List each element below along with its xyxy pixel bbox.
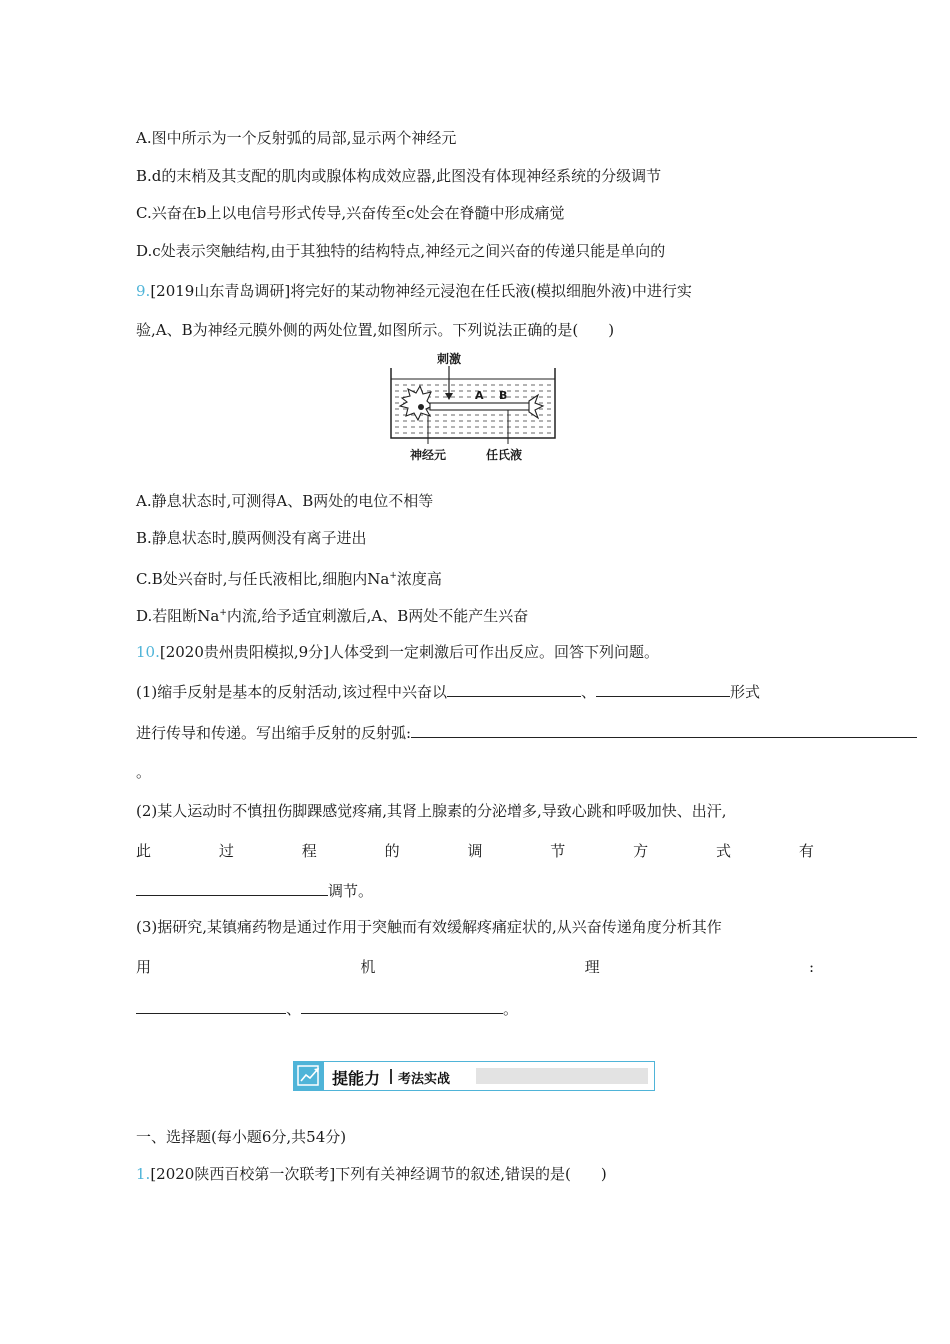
q9-figure <box>386 346 566 466</box>
q1-number: 1. <box>136 1165 151 1183</box>
banner-title: 提能力 <box>332 1069 381 1088</box>
q8-option-c: C.兴奋在b上以电信号形式传导,兴奋传至c处会在脊髓中形成痛觉 <box>136 204 565 222</box>
answer-blank[interactable] <box>411 721 917 738</box>
q10-part2-line3: 调节。 <box>136 879 373 901</box>
answer-blank[interactable] <box>301 997 503 1014</box>
answer-blank[interactable] <box>596 680 730 697</box>
banner-divider <box>390 1069 392 1084</box>
banner-bar <box>476 1068 648 1084</box>
q1-stem: 1.[2020陕西百校第一次联考]下列有关神经调节的叙述,错误的是( ) <box>136 1165 607 1183</box>
q9-option-a: A.静息状态时,可测得A、B两处的电位不相等 <box>136 492 434 510</box>
q10-part1-line1: (1)缩手反射是基本的反射活动,该过程中兴奋以 、 形式 <box>136 680 760 702</box>
answer-blank[interactable] <box>447 680 581 697</box>
q10-part3-line3: 、 。 <box>136 997 518 1019</box>
q10-number: 10. <box>136 643 160 661</box>
q10-part2-spread-line: 此 过 程 的 调 节 方 式 有 <box>136 842 814 860</box>
q10-stem: 10.[2020贵州贵阳模拟,9分]人体受到一定刺激后可作出反应。回答下列问题。 <box>136 643 660 661</box>
figure-label-neuron: 神经元 <box>410 448 447 462</box>
answer-blank[interactable] <box>136 997 286 1014</box>
q9-option-c: C.B处兴奋时,与任氏液相比,细胞内Na+浓度高 <box>136 570 442 588</box>
q9-option-d: D.若阻断Na+内流,给予适宜刺激后,A、B两处不能产生兴奋 <box>136 607 529 625</box>
figure-label-b: B <box>499 389 508 402</box>
banner-subtitle: 考法实战 <box>398 1072 451 1087</box>
q9-option-b: B.静息状态时,膜两侧没有离子进出 <box>136 529 367 547</box>
q10-part2-line1: (2)某人运动时不慎扭伤脚踝感觉疼痛,其肾上腺素的分泌增多,导致心跳和呼吸加快、出汗, <box>136 802 727 820</box>
figure-label-stimulus: 刺激 <box>437 352 462 366</box>
q8-option-d: D.c处表示突触结构,由于其独特的结构特点,神经元之间兴奋的传递只能是单向的 <box>136 242 666 260</box>
figure-label-a: A <box>475 389 484 402</box>
answer-blank[interactable] <box>136 879 328 896</box>
q10-part3-line1: (3)据研究,某镇痛药物是通过作用于突触而有效缓解疼痛症状的,从兴奋传递角度分析其作 <box>136 918 722 936</box>
chart-trend-icon <box>294 1062 324 1090</box>
q9-stem-line1: 9.[2019山东青岛调研]将完好的某动物神经元浸泡在任氏液(模拟细胞外液)中进行实 <box>136 282 692 300</box>
q10-part3-spread-line: 用 机 理 : <box>136 958 814 976</box>
section-banner <box>293 1061 655 1091</box>
q9-stem-line2: 验,A、B为神经元膜外侧的两处位置,如图所示。下列说法正确的是( ) <box>136 321 615 339</box>
q8-option-a: A.图中所示为一个反射弧的局部,显示两个神经元 <box>136 129 457 147</box>
q8-option-b: B.d的末梢及其支配的肌肉或腺体构成效应器,此图没有体现神经系统的分级调节 <box>136 167 662 185</box>
q10-part1-period: 。 <box>136 763 152 781</box>
figure-label-solution: 任氏液 <box>486 448 523 462</box>
section-heading: 一、选择题(每小题6分,共54分) <box>136 1128 347 1146</box>
q10-part1-line2: 进行传导和传递。写出缩手反射的反射弧: <box>136 721 917 743</box>
q9-number: 9. <box>136 282 151 300</box>
